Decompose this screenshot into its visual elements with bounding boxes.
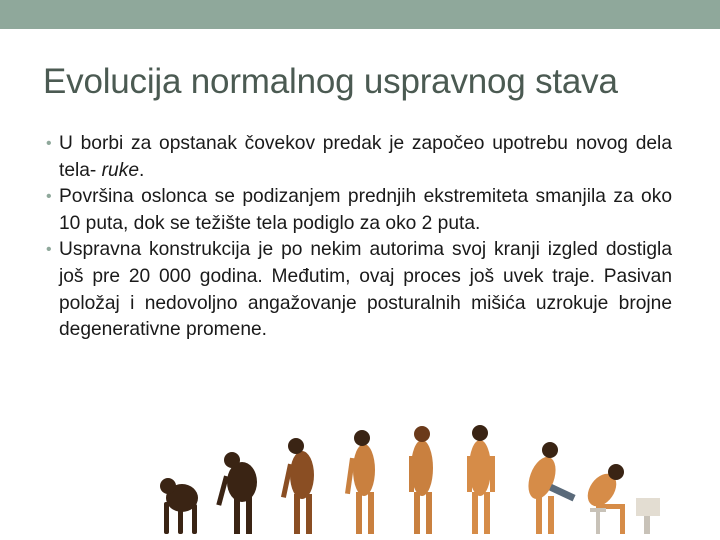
chimp-figure (160, 478, 198, 534)
bullet-text: Površina oslonca se podizanjem prednjih ekstremiteta smanjila za oko 10 puta, dok se težište tela podiglo za oko 2 puta. (59, 186, 672, 234)
bullet-text-end: . (139, 159, 145, 181)
australopithecus-figure (216, 452, 257, 534)
computer-user-figure (582, 464, 660, 534)
bullet-marker: • (46, 241, 52, 259)
bullet-text: Uspravna konstrukcija je po nekim autorima svoj kranji izgled dostigla još pre 20 000 godina. Međutim, ovaj proces još uvek traje. Pasivan položaj i nedovoljno angažovanje posturalnih mišića uzrokuje brojne degenerativne promene. (59, 239, 672, 341)
human-evolution-figures-icon (150, 420, 670, 540)
slide-title: Evolucija normalnog uspravnog stava (43, 62, 618, 101)
bullet-item-1 (46, 131, 672, 184)
neanderthal-figure (409, 426, 433, 534)
bullet-item-3 (46, 237, 672, 343)
homo-sapiens-figure (467, 425, 495, 534)
bullet-marker: • (46, 135, 52, 152)
bullet-list (46, 131, 672, 344)
top-accent-bar (0, 0, 720, 29)
bullet-text: U borbi za opstanak čovekov predak je započeo upotrebu novog dela tela- (59, 133, 672, 181)
homo-habilis-figure (281, 438, 314, 534)
bullet-italic-word: ruke (101, 159, 139, 181)
office-worker-figure (523, 442, 575, 534)
homo-erectus-figure (345, 430, 375, 534)
bullet-item-2 (46, 184, 672, 237)
bullet-marker: • (46, 188, 52, 206)
